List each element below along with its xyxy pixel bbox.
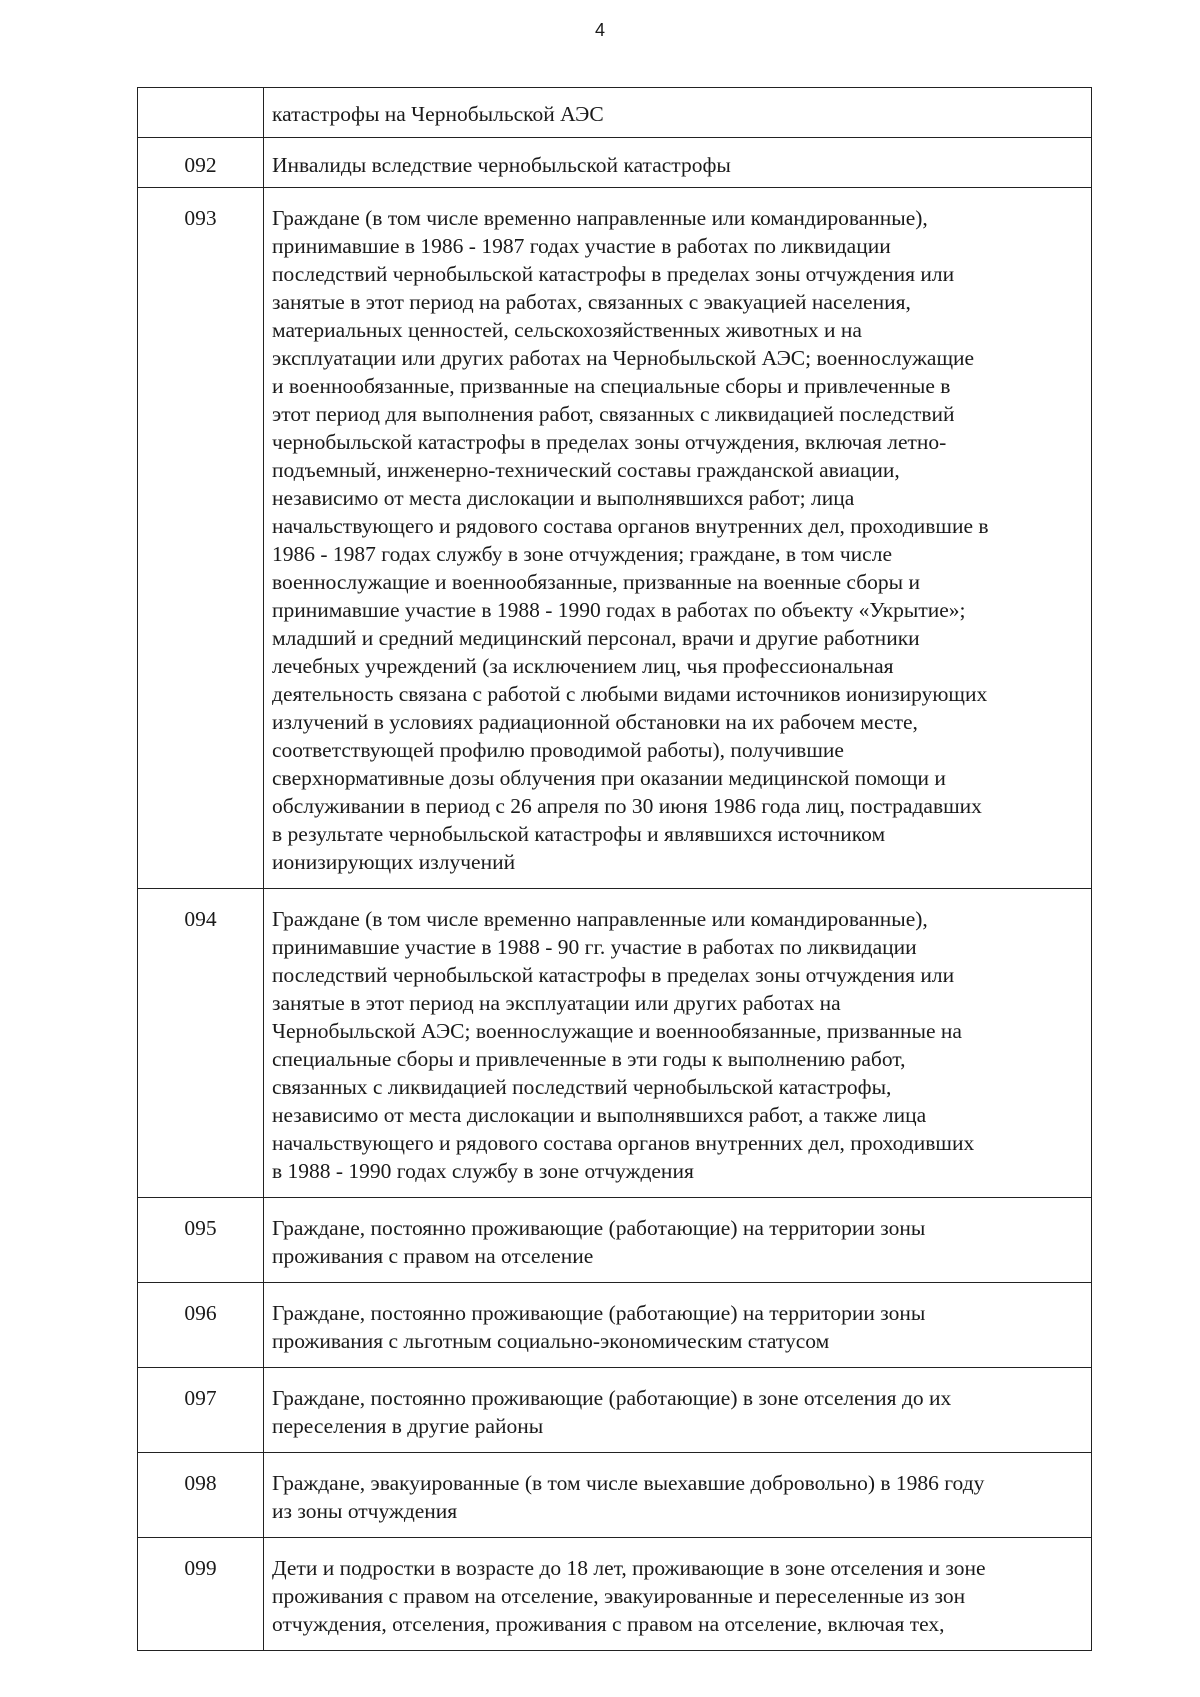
description-line: в 1988 - 1990 годах службу в зоне отчуждения — [272, 1159, 694, 1183]
description-line: Граждане, эвакуированные (в том числе выехавшие добровольно) в 1986 году — [272, 1471, 985, 1495]
description-line: Граждане, постоянно проживающие (работающие) на территории зоны — [272, 1216, 926, 1240]
row-code: 098 — [138, 1453, 264, 1538]
description-line: деятельность связана с работой с любыми видами источников ионизирующих — [272, 682, 988, 706]
description-line: принимавшие участие в 1988 - 1990 годах в работах по объекту «Укрытие»; — [272, 598, 966, 622]
description-line: отчуждения, отселения, проживания с правом на отселение, включая тех, — [272, 1612, 945, 1636]
description-line: из зоны отчуждения — [272, 1499, 458, 1523]
row-code: 092 — [138, 138, 264, 188]
description-line: начальствующего и рядового состава органов внутренних дел, проходившие в — [272, 514, 989, 538]
description-line: этот период для выполнения работ, связанных с ликвидацией последствий — [272, 402, 955, 426]
description-line: проживания с правом на отселение — [272, 1244, 594, 1268]
description-line: переселения в другие районы — [272, 1414, 544, 1438]
table-row — [138, 138, 1092, 188]
description-line: ионизирующих излучений — [272, 850, 516, 874]
description-line: сверхнормативные дозы облучения при оказании медицинской помощи и — [272, 766, 946, 790]
description-line: чернобыльской катастрофы в пределах зоны отчуждения, включая летно- — [272, 430, 947, 454]
description-line: Граждане, постоянно проживающие (работающие) в зоне отселения до их — [272, 1386, 952, 1410]
description-line: занятые в этот период на работах, связанных с эвакуацией населения, — [272, 290, 911, 314]
description-line: принимавшие участие в 1988 - 90 гг. участие в работах по ликвидации — [272, 935, 917, 959]
table-row — [138, 1368, 1092, 1453]
row-description — [264, 1198, 1092, 1283]
page-number: 4 — [594, 20, 605, 40]
description-line: начальствующего и рядового состава органов внутренних дел, проходивших — [272, 1131, 975, 1155]
description-line: занятые в этот период на эксплуатации или других работах на — [272, 991, 841, 1015]
description-line: независимо от места дислокации и выполнявшихся работ; лица — [272, 486, 855, 510]
table-row — [138, 188, 1092, 889]
description-line: последствий чернобыльской катастрофы в пределах зоны отчуждения или — [272, 963, 955, 987]
row-description — [264, 1453, 1092, 1538]
codes-table-body — [138, 88, 1092, 1651]
row-description — [264, 88, 1092, 138]
description-line: и военнообязанные, призванные на специальные сборы и привлеченные в — [272, 374, 951, 398]
description-line: младший и средний медицинский персонал, врачи и другие работники — [272, 626, 920, 650]
table-row — [138, 1453, 1092, 1538]
description-line: специальные сборы и привлеченные в эти годы к выполнению работ, — [272, 1047, 906, 1071]
row-code — [138, 88, 264, 138]
table-row — [138, 1283, 1092, 1368]
description-line: материальных ценностей, сельскохозяйственных животных и на — [272, 318, 862, 342]
description-line: подъемный, инженерно-технический составы гражданской авиации, — [272, 458, 900, 482]
row-code: 093 — [138, 188, 264, 889]
description-line: эксплуатации или других работах на Чернобыльской АЭС; военнослужащие — [272, 346, 975, 370]
row-description — [264, 138, 1092, 188]
description-line: катастрофы на Чернобыльской АЭС — [272, 102, 604, 126]
description-line: Граждане, постоянно проживающие (работающие) на территории зоны — [272, 1301, 926, 1325]
row-code: 094 — [138, 889, 264, 1198]
codes-table — [137, 87, 1092, 1651]
row-description — [264, 1368, 1092, 1453]
description-line: излучений в условиях радиационной обстановки на их рабочем месте, — [272, 710, 918, 734]
description-line: Чернобыльской АЭС; военнослужащие и военнообязанные, призванные на — [272, 1019, 962, 1043]
description-line: обслуживании в период с 26 апреля по 30 июня 1986 года лиц, пострадавших — [272, 794, 982, 818]
table-row — [138, 889, 1092, 1198]
table-row — [138, 88, 1092, 138]
row-description — [264, 188, 1092, 889]
description-line: связанных с ликвидацией последствий чернобыльской катастрофы, — [272, 1075, 892, 1099]
description-line: лечебных учреждений (за исключением лиц, чья профессиональная — [272, 654, 894, 678]
description-line: проживания с льготным социально-экономическим статусом — [272, 1329, 830, 1353]
description-line: Граждане (в том числе временно направленные или командированные), — [272, 206, 928, 230]
description-line: в результате чернобыльской катастрофы и являвшихся источником — [272, 822, 886, 846]
description-line: военнослужащие и военнообязанные, призванные на военные сборы и — [272, 570, 920, 594]
description-line: Граждане (в том числе временно направленные или командированные), — [272, 907, 928, 931]
row-code: 099 — [138, 1538, 264, 1651]
row-code: 097 — [138, 1368, 264, 1453]
description-line: Инвалиды вследствие чернобыльской катастрофы — [272, 153, 731, 177]
description-line: Дети и подростки в возрасте до 18 лет, проживающие в зоне отселения и зоне — [272, 1556, 986, 1580]
description-line: проживания с правом на отселение, эвакуированные и переселенные из зон — [272, 1584, 966, 1608]
description-line: 1986 - 1987 годах службу в зоне отчуждения; граждане, в том числе — [272, 542, 892, 566]
description-line: принимавшие в 1986 - 1987 годах участие в работах по ликвидации — [272, 234, 891, 258]
description-line: последствий чернобыльской катастрофы в пределах зоны отчуждения или — [272, 262, 955, 286]
row-code: 096 — [138, 1283, 264, 1368]
row-description — [264, 1283, 1092, 1368]
row-description — [264, 889, 1092, 1198]
description-line: независимо от места дислокации и выполнявшихся работ, а также лица — [272, 1103, 927, 1127]
row-description — [264, 1538, 1092, 1651]
table-row — [138, 1538, 1092, 1651]
row-code: 095 — [138, 1198, 264, 1283]
description-line: соответствующей профилю проводимой работы), получившие — [272, 738, 844, 762]
table-row — [138, 1198, 1092, 1283]
